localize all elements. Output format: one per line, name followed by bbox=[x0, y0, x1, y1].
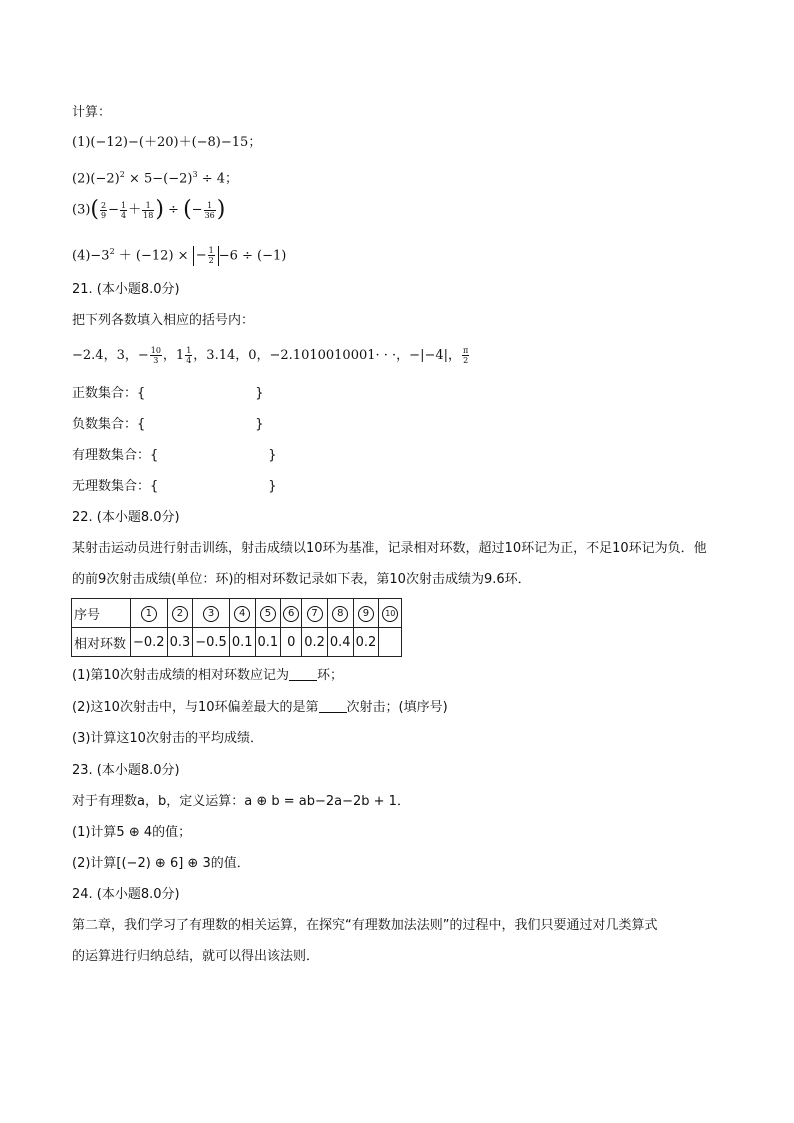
q22-title: 22. (本小题8.0分) bbox=[72, 510, 180, 525]
irrational-set: 无理数集合：{ } bbox=[72, 479, 277, 494]
q21-title: 21. (本小题8.0分) bbox=[72, 282, 180, 297]
q20-intro: 计算： bbox=[72, 105, 112, 120]
q23-sub-2: (2)计算[(−2) ⊕ 6] ⊕ 3的值． bbox=[72, 856, 250, 871]
q23-sub-1: (1)计算5 ⊕ 4的值； bbox=[72, 825, 192, 840]
table-row bbox=[72, 599, 402, 628]
table-cell: −0.2 bbox=[131, 628, 168, 657]
table-cell: 0.2 bbox=[353, 628, 379, 657]
q22-text-1: 某射击运动员进行射击训练，射击成绩以10环为基准，记录相对环数，超过10环记为正，不足10环记为负．他 bbox=[72, 541, 707, 556]
table-cell: 2 bbox=[167, 599, 193, 628]
table-cell: 5 bbox=[255, 599, 281, 628]
table-cell: 0.1 bbox=[229, 628, 255, 657]
q24-text-1: 第二章，我们学习了有理数的相关运算，在探究“有理数加法法则”的过程中，我们只要通过对几类算式 bbox=[72, 918, 658, 933]
q24-title: 24. (本小题8.0分) bbox=[72, 887, 180, 902]
table-row bbox=[72, 628, 402, 657]
table-cell: 0 bbox=[281, 628, 302, 657]
q20-part2: $(2)(-2)^2 \times 5-(-2)^3 \div 4$； bbox=[72, 170, 238, 187]
table-cell bbox=[379, 628, 402, 657]
q20-part3: (3)( $\frac{2}{9}$ − $\frac{1}{4}$ ＋ $\frac{1}{18}$ ) ÷ (− $\frac{1}{36}$ ) bbox=[72, 197, 226, 222]
q20-part4: $(4)-3^2 + (-12)$ × − $\frac{1}{2}$ −6 ÷ (−1) bbox=[72, 245, 287, 265]
q21-numbers: −2.4，3，− $\frac{10}{3}$ ，1 $\frac{1}{4}$ ，3.14，0，−2.1010010001· · ·，−|−4|， $\frac{\pi}{2}$ bbox=[72, 346, 469, 365]
table-cell: 3 bbox=[193, 599, 230, 628]
table-cell: 0.3 bbox=[167, 628, 193, 657]
positive-set: 正数集合：{ } bbox=[72, 386, 264, 401]
q22-sub-1: (1)第10次射击成绩的相对环数应记为 环； bbox=[72, 668, 343, 683]
table-cell: 6 bbox=[281, 599, 302, 628]
table-cell: 0.4 bbox=[327, 628, 353, 657]
rational-set: 有理数集合：{ } bbox=[72, 448, 277, 463]
q20-part1: (1)(−12)−(＋20)＋(−8)−15； bbox=[72, 135, 262, 150]
table-cell: 0.1 bbox=[255, 628, 281, 657]
q22-text-2: 的前9次射击成绩(单位：环)的相对环数记录如下表，第10次射击成绩为9.6环． bbox=[72, 572, 531, 587]
negative-set: 负数集合：{ } bbox=[72, 417, 264, 432]
q22-sub-3: (3)计算这10次射击的平均成绩． bbox=[72, 731, 263, 746]
score-table bbox=[71, 598, 402, 657]
q21-intro: 把下列各数填入相应的括号内： bbox=[72, 313, 255, 328]
table-cell: 4 bbox=[229, 599, 255, 628]
q24-text-2: 的运算进行归纳总结，就可以得出该法则． bbox=[72, 949, 320, 964]
table-cell: 10 bbox=[379, 599, 402, 628]
table-cell: 8 bbox=[327, 599, 353, 628]
table-cell: −0.5 bbox=[193, 628, 230, 657]
table-cell: 1 bbox=[131, 599, 168, 628]
table-cell: 0.2 bbox=[302, 628, 328, 657]
table-header-cell: 相对环数 bbox=[72, 628, 131, 657]
table-header-cell: 序号 bbox=[72, 599, 131, 628]
q23-title: 23. (本小题8.0分) bbox=[72, 763, 180, 778]
table-cell: 7 bbox=[302, 599, 328, 628]
table-cell: 9 bbox=[353, 599, 379, 628]
q23-definition: 对于有理数a，b，定义运算：a ⊕ b = ab−2a−2b + 1． bbox=[72, 794, 410, 809]
q22-sub-2: (2)这10次射击中，与10环偏差最大的是第 次射击；(填序号) bbox=[72, 700, 448, 715]
